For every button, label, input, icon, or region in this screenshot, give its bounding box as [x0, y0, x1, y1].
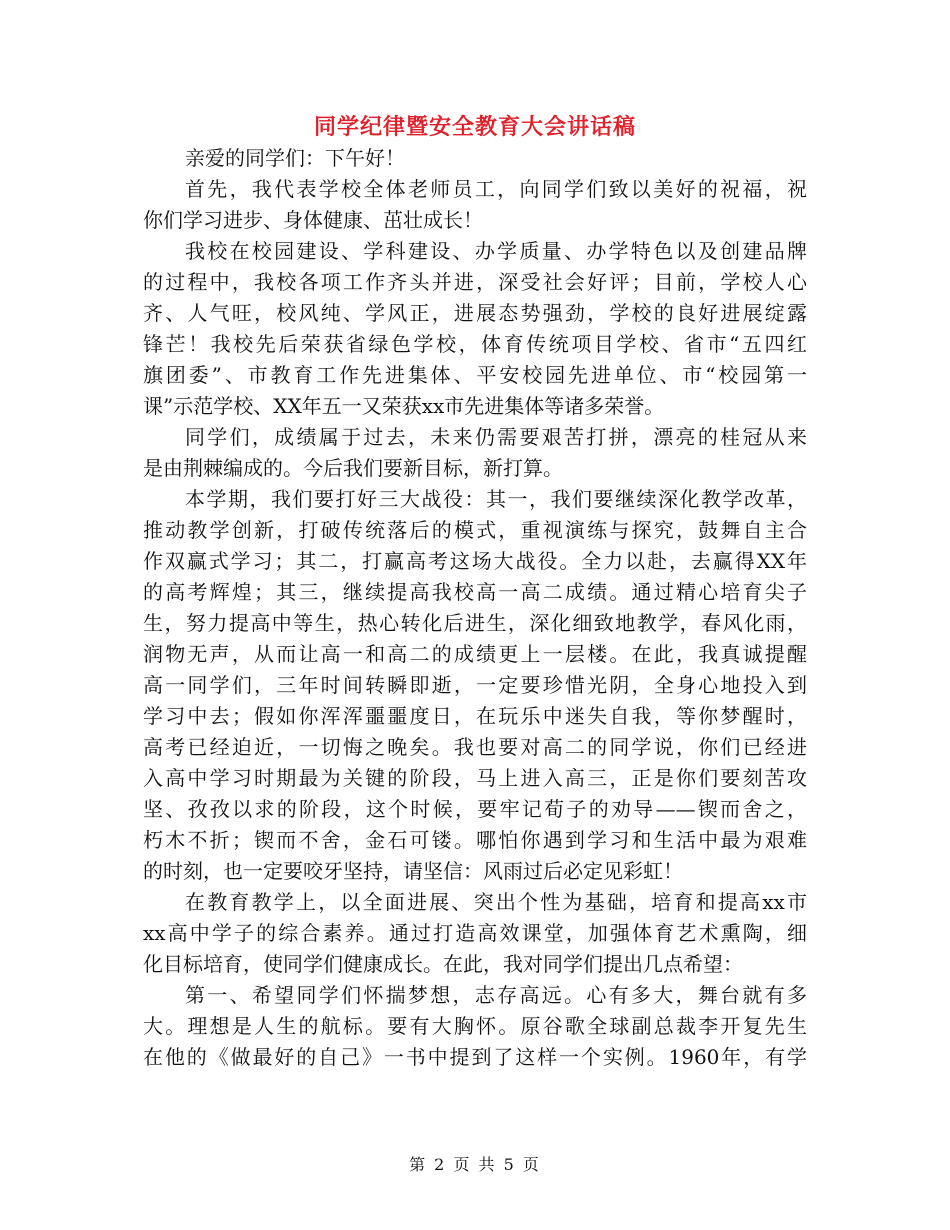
text-line: 的过程中，我校各项工作齐头并进，深受社会好评；目前，学校人心	[143, 270, 807, 294]
text-line: 润物无声，从而让高一和高二的成绩更上一层楼。在此，我真诚提醒	[143, 642, 807, 666]
text-line: 生，努力提高中等生，热心转化后进生，深化细致地教学，春风化雨，	[143, 611, 807, 635]
text-line: 大。理想是人生的航标。要有大胸怀。原谷歌全球副总裁李开复先生	[143, 1014, 807, 1038]
text-line: 高考已经迫近，一切悔之晚矣。我也要对高二的同学说，你们已经进	[143, 735, 807, 759]
text-line: 课”示范学校、XX年五一又荣获xx市先进集体等诸多荣誉。	[143, 394, 665, 418]
text-line: 锋芒！我校先后荣获省绿色学校，体育传统项目学校、省市“五四红	[143, 332, 807, 356]
text-line: 我校在校园建设、学科建设、办学质量、办学特色以及创建品牌	[185, 239, 807, 263]
text-line: 入高中学习时期最为关键的阶段，马上进入高三，正是你们要刻苦攻	[143, 766, 807, 790]
text-line: 第一、希望同学们怀揣梦想，志存高远。心有多大，舞台就有多	[185, 983, 807, 1007]
document-title: 同学纪律暨安全教育大会讲话稿	[313, 114, 636, 140]
text-line: 亲爱的同学们：下午好！	[185, 146, 405, 170]
text-line: 高一同学们，三年时间转瞬即逝，一定要珍惜光阴，全身心地投入到	[143, 673, 807, 697]
text-line: 推动教学创新，打破传统落后的模式，重视演练与探究，鼓舞自主合	[143, 518, 807, 542]
text-line: xx高中学子的综合素养。通过打造高效课堂，加强体育艺术熏陶，细	[143, 921, 807, 945]
text-line: 的时刻，也一定要咬牙坚持，请坚信：风雨过后必定见彩虹！	[143, 859, 683, 883]
text-line: 你们学习进步、身体健康、茁壮成长！	[143, 208, 483, 232]
page-footer: 第 2 页 共 5 页	[409, 1155, 541, 1174]
text-line: 的高考辉煌；其三，继续提高我校高一高二成绩。通过精心培育尖子	[143, 580, 807, 604]
text-line: 学习中去；假如你浑浑噩噩度日，在玩乐中迷失自我，等你梦醒时，	[143, 704, 807, 728]
text-line: 是由荆棘编成的。今后我们要新目标，新打算。	[143, 456, 563, 480]
text-line: 坚、孜孜以求的阶段，这个时候，要牢记荀子的劝导——锲而舍之，	[143, 797, 807, 821]
text-line: 首先，我代表学校全体老师员工，向同学们致以美好的祝福，祝	[185, 177, 807, 201]
text-line: 同学们，成绩属于过去，未来仍需要艰苦打拼，漂亮的桂冠从来	[185, 425, 807, 449]
text-line: 齐、人气旺，校风纯、学风正，进展态势强劲，学校的良好进展绽露	[143, 301, 807, 325]
text-line: 在教育教学上，以全面进展、突出个性为基础，培育和提高xx市	[185, 890, 807, 914]
text-line: 在他的《做最好的自己》一书中提到了这样一个实例。1960年，有学	[143, 1045, 807, 1069]
text-line: 化目标培育，使同学们健康成长。在此，我对同学们提出几点希望：	[143, 952, 743, 976]
text-line: 作双赢式学习；其二，打赢高考这场大战役。全力以赴，去赢得XX年	[143, 549, 807, 573]
text-line: 朽木不折；锲而不舍，金石可镂。哪怕你遇到学习和生活中最为艰难	[143, 828, 807, 852]
document-body	[143, 143, 807, 1073]
text-line: 本学期，我们要打好三大战役：其一，我们要继续深化教学改革，	[185, 487, 807, 511]
text-line: 旗团委”、市教育工作先进集体、平安校园先进单位、市“校园第一	[143, 363, 807, 387]
